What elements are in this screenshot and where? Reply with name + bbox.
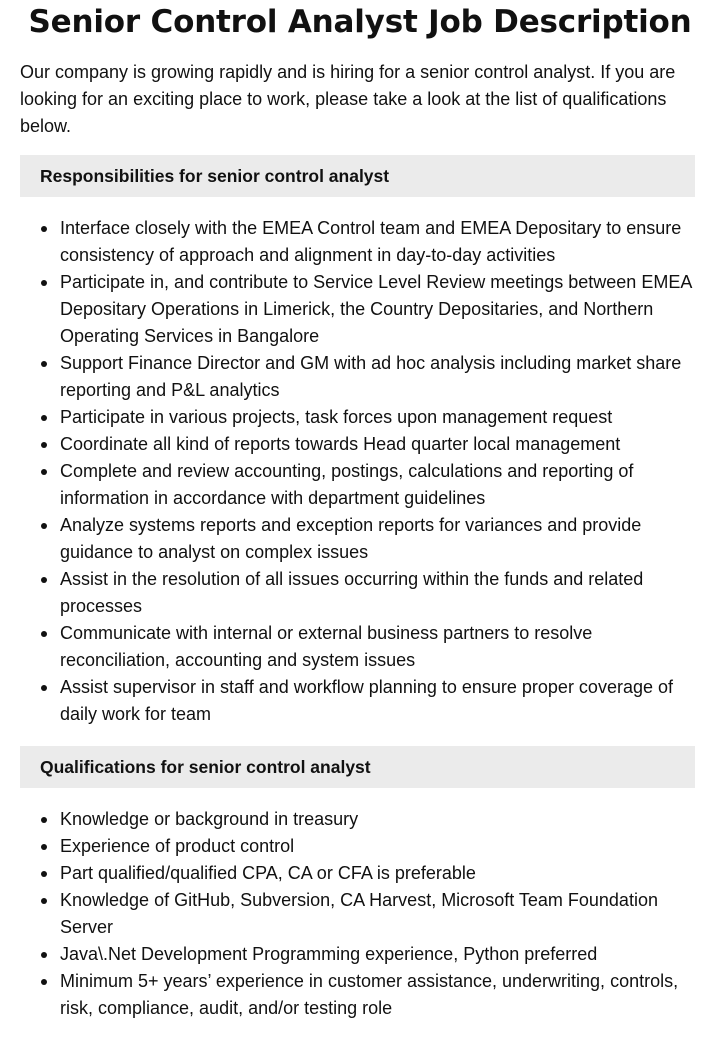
intro-paragraph: Our company is growing rapidly and is hiring for a senior control analyst. If you are looking for an exciting place to work, please take a look at the list of qualifications below. [20, 62, 676, 136]
bullet-icon [41, 631, 47, 637]
list-item [20, 887, 695, 941]
list-item [20, 269, 695, 350]
list-item-text: Analyze systems reports and exception reports for variances and provide guidance to analyst on complex issues [60, 515, 642, 562]
list-item [20, 215, 695, 269]
list-item-text: Participate in various projects, task forces upon management request [60, 407, 613, 427]
responsibilities-header: Responsibilities for senior control analyst [20, 155, 695, 197]
bullet-icon [41, 898, 47, 904]
list-item-text: Assist in the resolution of all issues occurring within the funds and related processes [60, 569, 644, 616]
qualifications-list [20, 806, 695, 1022]
page-title: Senior Control Analyst Job Description [28, 4, 692, 40]
list-item-text: Minimum 5+ years’ experience in customer assistance, underwriting, controls, risk, compliance, audit, and/or testing role [60, 971, 679, 1018]
list-item [20, 431, 695, 458]
bullet-icon [41, 871, 47, 877]
list-item-text: Experience of product control [60, 836, 295, 856]
list-item-text: Complete and review accounting, postings, calculations and reporting of information in accordance with department guidelines [60, 461, 634, 508]
list-item [20, 404, 695, 431]
list-item [20, 350, 695, 404]
list-item [20, 806, 695, 833]
qualifications-header: Qualifications for senior control analyst [20, 746, 695, 788]
responsibilities-list [20, 215, 695, 728]
bullet-icon [41, 280, 47, 286]
list-item-text: Knowledge of GitHub, Subversion, CA Harvest, Microsoft Team Foundation Server [60, 890, 658, 937]
list-item [20, 566, 695, 620]
bullet-icon [41, 415, 47, 421]
list-item-text: Java\.Net Development Programming experience, Python preferred [60, 944, 598, 964]
list-item-text: Support Finance Director and GM with ad hoc analysis including market share reporting and P&L analytics [60, 353, 682, 400]
list-item [20, 860, 695, 887]
bullet-icon [41, 469, 47, 475]
bullet-icon [41, 442, 47, 448]
list-item [20, 512, 695, 566]
list-item-text: Interface closely with the EMEA Control team and EMEA Depositary to ensure consistency of approach and alignment in day-to-day activities [60, 218, 682, 265]
list-item [20, 968, 695, 1022]
bullet-icon [41, 952, 47, 958]
bullet-icon [41, 844, 47, 850]
list-item-text: Coordinate all kind of reports towards Head quarter local management [60, 434, 621, 454]
bullet-icon [41, 361, 47, 367]
list-item-text: Part qualified/qualified CPA, CA or CFA is preferable [60, 863, 476, 883]
list-item-text: Assist supervisor in staff and workflow planning to ensure proper coverage of daily work for team [60, 677, 673, 724]
list-item-text: Knowledge or background in treasury [60, 809, 359, 829]
bullet-icon [41, 226, 47, 232]
list-item [20, 941, 695, 968]
bullet-icon [41, 979, 47, 985]
list-item [20, 674, 695, 728]
list-item [20, 833, 695, 860]
list-item-text: Communicate with internal or external business partners to resolve reconciliation, accounting and system issues [60, 623, 593, 670]
list-item [20, 458, 695, 512]
bullet-icon [41, 685, 47, 691]
list-item [20, 620, 695, 674]
bullet-icon [41, 577, 47, 583]
bullet-icon [41, 817, 47, 823]
list-item-text: Participate in, and contribute to Service Level Review meetings between EMEA Depositary Operations in Limerick, the Country Depositaries, and Northern Operating Services in Bangalore [60, 272, 692, 346]
bullet-icon [41, 523, 47, 529]
